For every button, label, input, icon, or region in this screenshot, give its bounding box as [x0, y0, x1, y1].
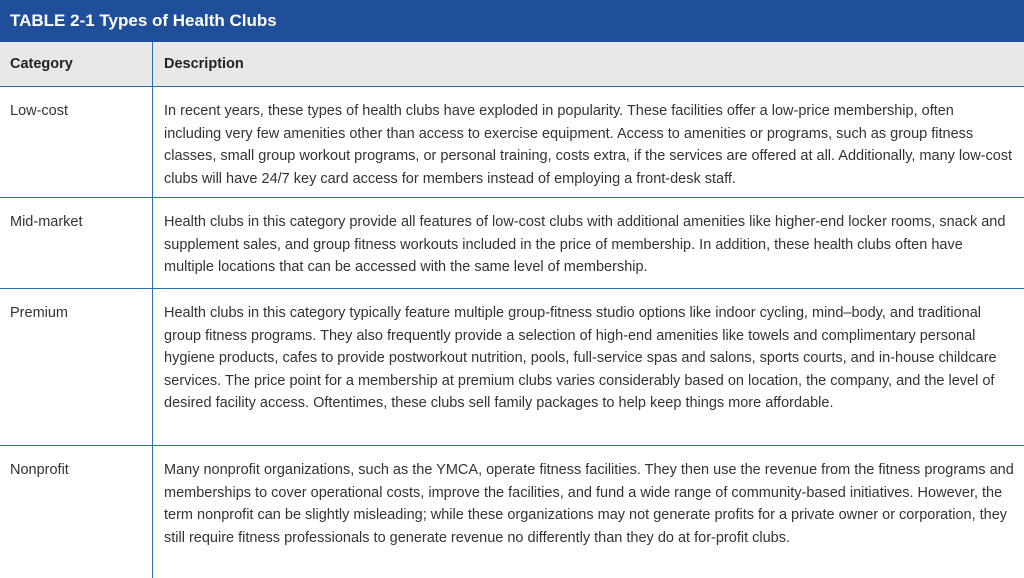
table-row [0, 446, 1024, 578]
header-category: Category [0, 42, 153, 86]
row-description: Many nonprofit organizations, such as the YMCA, operate fitness facilities. They then use the revenue from the fitness programs and memberships to cover operational costs, improve the facilities, and fund a wide range of community-based initiatives. However, the term nonprofit can be slightly misleading; while these organizations may not generate profits for a private owner or corporation, they still require fitness professionals to generate revenue no differently than they do at for-profit clubs. [164, 462, 1014, 546]
table-title: TABLE 2-1 Types of Health Clubs [0, 0, 1024, 42]
row-category: Premium [0, 289, 153, 445]
row-category: Nonprofit [0, 446, 153, 578]
table-row [0, 198, 1024, 289]
row-category: Mid-market [0, 198, 153, 288]
row-description: Health clubs in this category typically feature multiple group-fitness studio options like indoor cycling, mind–body, and traditional group fitness programs. They also frequently provide a selection of high-end amenities like towels and complimentary personal hygiene products, cafes to provide postworkout nutrition, pools, full-service spas and salons, sports courts, and in-house childcare services. The price point for a membership at premium clubs varies considerably based on location, the company, and the level of desired facility access. Oftentimes, these clubs sell family packages to help keep things more affordable. [164, 305, 997, 411]
header-description: Description [164, 56, 244, 72]
row-category: Low-cost [0, 87, 153, 197]
row-description: Health clubs in this category provide all features of low-cost clubs with additional amenities like higher-end locker rooms, snack and supplement sales, and group fitness workouts included in the price of membership. In addition, these health clubs often have multiple locations that can be accessed with the same level of membership. [164, 214, 1006, 275]
table-header-row [0, 42, 1024, 87]
row-description: In recent years, these types of health clubs have exploded in popularity. These facilities offer a low-price membership, often including very few amenities other than access to exercise equipment. Access to amenities or programs, such as group fitness classes, small group workout programs, or personal training, costs extra, if the services are offered at all. Additionally, many low-cost clubs will have 24/7 key card access for members instead of employing a front-desk staff. [164, 103, 1013, 187]
table-row [0, 289, 1024, 446]
table-row [0, 87, 1024, 198]
